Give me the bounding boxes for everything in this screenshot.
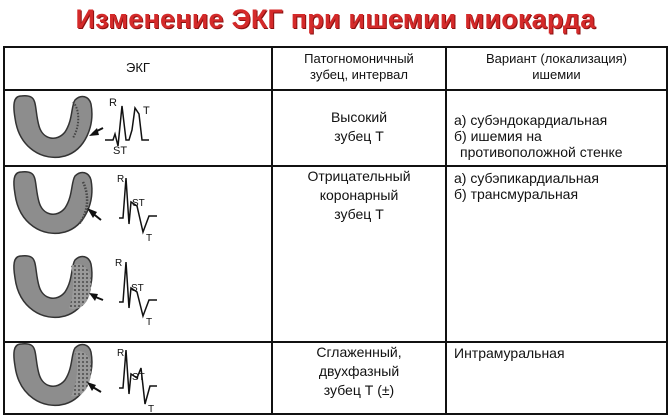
ecg-waveform-icon [117,348,157,413]
ecg-table [3,46,668,415]
header-line: зубец, интервал [310,67,408,82]
ecg-label-r: R [117,174,125,185]
page-title: Изменение ЭКГ при ишемии миокарда [75,4,596,34]
arrow-icon [87,208,101,220]
row3-pathognomonic [273,343,445,400]
ecg-label-t: T [146,233,153,244]
row1-variant-line: противоположной стенке [460,144,623,160]
row2-variant-line: а) субэпикардиальная [454,170,599,186]
ecg-label-st: ST [132,372,145,383]
row1-variant-line: б) ишемия на [454,128,542,144]
ecg-label-st: ST [131,283,144,294]
header-ecg: ЭКГ [126,60,150,75]
ecg-label-t: T [143,105,150,117]
ecg-label-st: ST [113,145,128,157]
row3-line: зубец Т (±) [323,382,395,398]
row2-line: коронарный [319,187,399,203]
ecg-label-t: T [148,404,155,413]
ecg-label-r: R [115,258,123,269]
row3-variant [454,345,666,361]
header-line: Патогномоничный [304,51,414,66]
heart-cross-section-icon [14,256,92,318]
row2-variant [454,170,666,202]
ecg-label-r: R [117,348,125,359]
header-variant [447,51,666,83]
arrow-icon [89,128,103,136]
ecg-waveform-icon [117,174,157,244]
heart-cross-section-icon [14,344,92,406]
row1-variant-line: а) субэндокардиальная [454,112,608,128]
ecg-label-r: R [109,97,117,109]
ecg-illustrations [5,48,271,413]
row1-line: Высокий [330,109,388,125]
row3-line: двухфазный [318,363,400,379]
table-border-right [666,46,668,415]
table-border-bottom [3,413,668,415]
row1-pathognomonic [273,108,445,146]
row2-line: Отрицательный [307,168,411,184]
header-line: ишемии [532,67,581,82]
row3-line: Сглаженный, [316,344,402,360]
row2-pathognomonic [273,167,445,224]
ecg-label-t: T [146,317,153,328]
arrow-icon [89,293,103,301]
row1-variant [454,112,666,160]
arrow-icon [87,382,101,392]
header-line: Вариант (локализация) [486,51,627,66]
row1-line: зубец Т [334,128,384,144]
row2-variant-line: б) трансмуральная [454,186,579,202]
ecg-label-st: ST [132,198,145,209]
ecg-waveform-icon [115,258,157,328]
header-pathognomonic [273,51,445,83]
column-divider [445,46,447,415]
heart-cross-section-icon [14,96,92,158]
heart-cross-section-icon [14,172,92,234]
row2-line: зубец Т [334,206,384,222]
ecg-waveform-icon [105,97,150,157]
row3-variant-line: Интрамуральная [454,345,565,361]
